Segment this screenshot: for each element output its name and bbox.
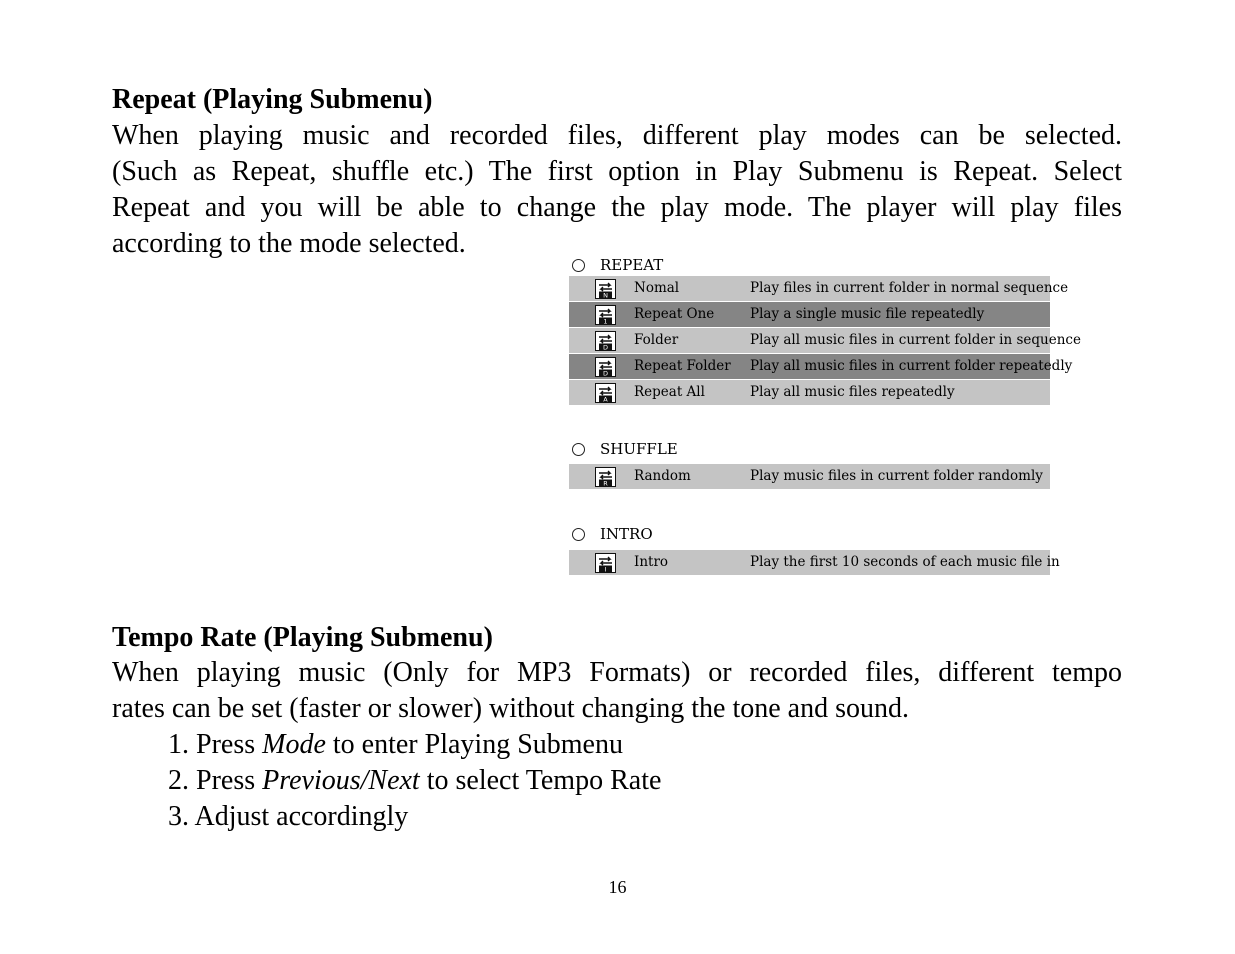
step-text: Adjust accordingly bbox=[194, 801, 409, 832]
mode-a-icon bbox=[595, 383, 616, 403]
loop-arrow-icon bbox=[595, 305, 616, 325]
mode-description: Play all music files repeatedly bbox=[750, 384, 955, 400]
radio-circle-icon bbox=[572, 443, 585, 456]
icon-letter: D bbox=[602, 343, 609, 351]
group-title-intro bbox=[572, 523, 653, 545]
mode-description: Play music files in current folder randomly bbox=[750, 468, 1043, 484]
page-number: 16 bbox=[608, 877, 627, 897]
radio-circle-icon bbox=[572, 528, 585, 541]
icon-letter: N bbox=[603, 291, 608, 299]
step-number: 2. bbox=[168, 765, 189, 796]
mode-name: Random bbox=[634, 468, 691, 484]
icon-letter: D bbox=[602, 369, 609, 377]
mode-description: Play files in current folder in normal sequence bbox=[750, 280, 1069, 296]
mode-n-icon bbox=[595, 279, 616, 299]
paragraph-line: (Such as Repeat, shuffle etc.) The first option in Play Submenu is Repeat. Select bbox=[112, 156, 1122, 187]
step-text: to enter Playing Submenu bbox=[325, 729, 623, 760]
step-item bbox=[168, 727, 623, 763]
mode-i-icon bbox=[595, 553, 616, 573]
mode-row-intro bbox=[569, 550, 1060, 575]
paragraph-line: When playing music (Only for MP3 Formats) or recorded files, different tempo bbox=[112, 657, 1122, 688]
loop-arrow-icon bbox=[595, 553, 616, 573]
step-item bbox=[168, 799, 408, 835]
mode-row-repeat-one bbox=[569, 302, 1050, 327]
section-title-repeat: Repeat (Playing Submenu) bbox=[112, 84, 433, 115]
step-text: Press bbox=[196, 765, 263, 796]
paragraph-line: Repeat and you will be able to change the play mode. The player will play files bbox=[112, 192, 1122, 223]
step-number: 1. bbox=[168, 729, 189, 760]
paragraph-line: according to the mode selected. bbox=[112, 228, 466, 259]
group-title-text: REPEAT bbox=[600, 256, 664, 274]
repeat-description bbox=[112, 118, 1122, 262]
loop-arrow-icon bbox=[595, 331, 616, 351]
paragraph-line: rates can be set (faster or slower) without changing the tone and sound. bbox=[112, 693, 909, 724]
group-title-text: SHUFFLE bbox=[600, 440, 678, 458]
mode-description: Play a single music file repeatedly bbox=[750, 306, 985, 322]
mode-name: Repeat Folder bbox=[634, 358, 731, 374]
mode-row-normal bbox=[569, 276, 1069, 301]
mode-name: Nomal bbox=[634, 280, 680, 296]
paragraph-line: When playing music and recorded files, different play modes can be selected. bbox=[112, 120, 1122, 151]
mode-1-icon bbox=[595, 305, 616, 325]
section-title-tempo-rate: Tempo Rate (Playing Submenu) bbox=[112, 622, 493, 653]
mode-name: Repeat All bbox=[634, 384, 705, 400]
group-title-shuffle bbox=[572, 438, 678, 460]
tempo-description bbox=[112, 655, 1122, 727]
mode-d-icon bbox=[595, 357, 616, 377]
loop-arrow-icon bbox=[595, 357, 616, 377]
group-title-text: INTRO bbox=[600, 525, 653, 543]
mode-description: Play the first 10 seconds of each music file in bbox=[750, 554, 1060, 570]
icon-letter: R bbox=[603, 479, 608, 487]
loop-arrow-icon bbox=[595, 467, 616, 487]
play-mode-figure bbox=[568, 252, 1081, 578]
mode-row-folder bbox=[569, 328, 1081, 353]
step-emphasis: Mode bbox=[262, 729, 326, 760]
mode-name: Intro bbox=[634, 554, 669, 570]
step-emphasis: Previous/Next bbox=[262, 765, 420, 796]
step-text: to select Tempo Rate bbox=[419, 765, 662, 796]
icon-letter: 1 bbox=[603, 317, 608, 325]
radio-circle-icon bbox=[572, 259, 585, 272]
mode-name: Folder bbox=[634, 332, 679, 348]
mode-row-repeat-all bbox=[569, 380, 1050, 405]
mode-row-random bbox=[569, 464, 1050, 489]
group-title-repeat bbox=[572, 254, 663, 276]
mode-description: Play all music files in current folder repeatedly bbox=[750, 358, 1073, 374]
icon-letter: A bbox=[603, 395, 608, 403]
mode-name: Repeat One bbox=[634, 306, 715, 322]
mode-description: Play all music files in current folder in sequence bbox=[750, 332, 1081, 348]
step-number: 3. bbox=[168, 801, 189, 832]
mode-row-repeat-folder bbox=[569, 354, 1073, 379]
step-item bbox=[168, 763, 661, 799]
mode-r-icon bbox=[595, 467, 616, 487]
icon-letter: I bbox=[604, 565, 607, 573]
loop-arrow-icon bbox=[595, 279, 616, 299]
loop-arrow-icon bbox=[595, 383, 616, 403]
mode-d-icon bbox=[595, 331, 616, 351]
step-text: Press bbox=[196, 729, 263, 760]
